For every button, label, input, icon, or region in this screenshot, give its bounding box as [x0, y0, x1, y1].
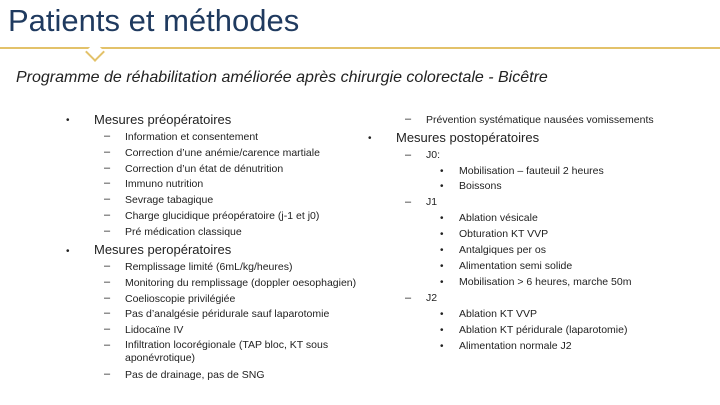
preop-heading: Mesures préopératoires	[94, 112, 232, 127]
bullet-icon: •	[440, 277, 444, 288]
bullet-icon: •	[440, 245, 444, 256]
j1-label: J1	[426, 196, 438, 208]
dash-icon: –	[104, 146, 111, 158]
perop-item: Pas d’analgésie péridurale sauf laparotomie	[125, 308, 330, 320]
preop-item: Information et consentement	[125, 131, 259, 143]
dash-icon: –	[405, 292, 412, 304]
title-divider-notch	[85, 42, 105, 62]
bullet-icon: •	[440, 213, 444, 224]
dash-icon: –	[104, 260, 111, 272]
dash-icon: –	[104, 162, 111, 174]
dash-icon: –	[104, 368, 111, 380]
dash-icon: –	[104, 339, 111, 351]
slide-subtitle: Programme de réhabilitation améliorée après chirurgie colorectale - Bicêtre	[16, 69, 548, 86]
title-divider	[0, 47, 720, 49]
dash-icon: –	[104, 292, 111, 304]
perop-heading: Mesures peropératoires	[94, 242, 232, 257]
j1-item: Alimentation semi solide	[459, 260, 573, 272]
perop-item: Lidocaïne IV	[125, 324, 184, 336]
dash-icon: –	[104, 177, 111, 189]
preop-item: Immuno nutrition	[125, 178, 204, 190]
bullet-icon: •	[440, 166, 444, 177]
bullet-icon: •	[66, 115, 70, 126]
j2-item: Ablation KT VVP	[459, 308, 538, 320]
preop-item: Sevrage tabagique	[125, 194, 214, 206]
bullet-icon: •	[440, 181, 444, 192]
dash-icon: –	[104, 276, 111, 288]
dash-icon: –	[104, 323, 111, 335]
j1-item: Obturation KT VVP	[459, 228, 549, 240]
preop-item: Correction d’un état de dénutrition	[125, 163, 284, 175]
j2-item: Ablation KT péridurale (laparotomie)	[459, 324, 628, 336]
prevention-item: Prévention systématique nausées vomissements	[426, 114, 654, 126]
perop-item: Infiltration locorégionale (TAP bloc, KT sous aponévrotique)	[125, 339, 329, 364]
dash-icon: –	[104, 130, 111, 142]
dash-icon: –	[405, 113, 412, 125]
j1-item: Ablation vésicale	[459, 212, 538, 224]
bullet-icon: •	[440, 325, 444, 336]
page-title: Patients et méthodes	[8, 3, 300, 38]
j0-item: Mobilisation – fauteuil 2 heures	[459, 165, 604, 177]
j1-item: Antalgiques per os	[459, 244, 546, 256]
j0-item: Boissons	[459, 180, 502, 192]
dash-icon: –	[104, 225, 111, 237]
bullet-icon: •	[440, 261, 444, 272]
perop-item: Pas de drainage, pas de SNG	[125, 369, 265, 381]
j2-item: Alimentation normale J2	[459, 340, 572, 352]
bullet-icon: •	[368, 133, 372, 144]
bullet-icon: •	[440, 341, 444, 352]
dash-icon: –	[405, 196, 412, 208]
preop-item: Charge glucidique préopératoire (j-1 et j0)	[125, 210, 320, 222]
bullet-icon: •	[440, 229, 444, 240]
postop-heading: Mesures postopératoires	[396, 130, 540, 145]
perop-item: Monitoring du remplissage (doppler oesophagien)	[125, 277, 357, 289]
preop-item: Correction d’une anémie/carence martiale	[125, 147, 320, 159]
preop-item: Pré médication classique	[125, 226, 242, 238]
j1-item: Mobilisation > 6 heures, marche 50m	[459, 276, 632, 288]
j2-label: J2	[426, 292, 438, 304]
j0-label: J0:	[426, 149, 441, 161]
dash-icon: –	[405, 149, 412, 161]
perop-item: Coelioscopie privilégiée	[125, 293, 236, 305]
dash-icon: –	[104, 307, 111, 319]
bullet-icon: •	[440, 309, 444, 320]
perop-item: Remplissage limité (6mL/kg/heures)	[125, 261, 293, 273]
dash-icon: –	[104, 193, 111, 205]
dash-icon: –	[104, 209, 111, 221]
bullet-icon: •	[66, 246, 70, 257]
